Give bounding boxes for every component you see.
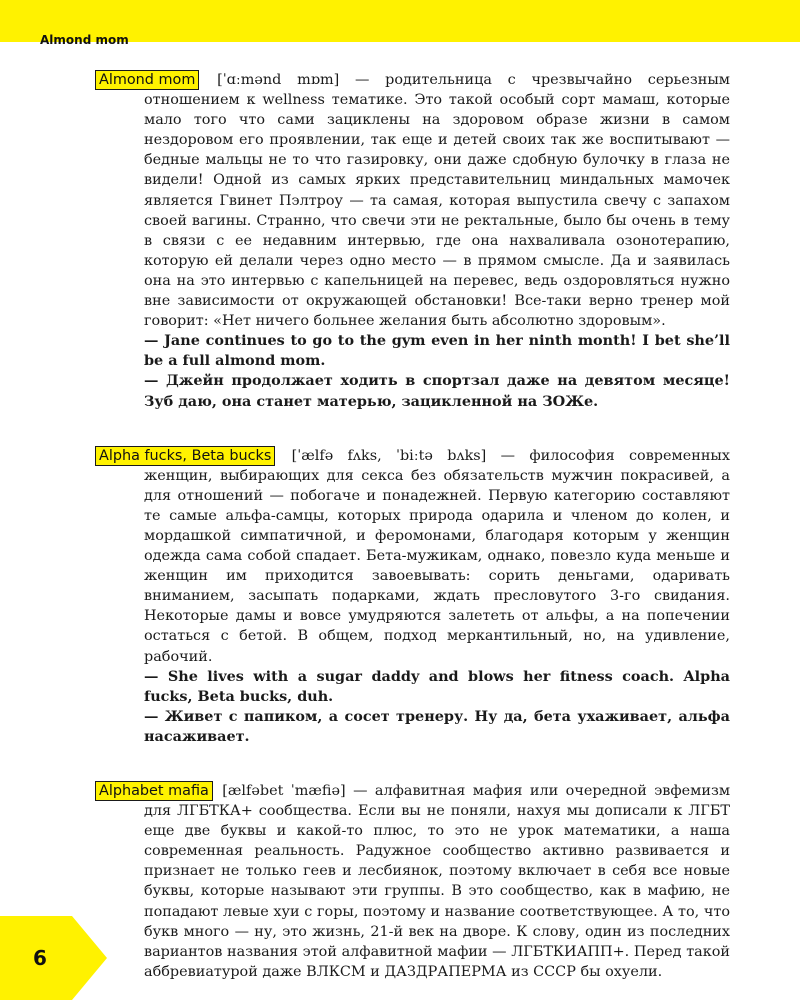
example-russian: — Джейн продолжает ходить в спортзал даже на девятом месяце! Зуб даю, она станет матерью, зацикленной на ЗОЖе. <box>144 372 730 410</box>
glossary-entry-alphabet-mafia <box>99 781 731 982</box>
example-english: — Jane continues to go to the gym even in her ninth month! I bet she’ll be a full almond mom. <box>144 332 730 370</box>
definition-paragraph <box>99 781 731 982</box>
example-english: — She lives with a sugar daddy and blows her fitness coach. Alpha fucks, Beta bucks, duh. <box>144 667 730 705</box>
definition-text: [ˈælfə fʌks, ˈbiːtə bʌks] — философия современных женщин, выбирающих для секса без обязательств мужчин покрасивей, а для отношений — побогаче и понадежней. Первую категорию составляют те самые альфа-самцы, которых природа одарила и членом до колен, и мордашкой симпатичной, и феромонами, благодаря которым у женщин одежда сама собой спадает. Бета-мужикам, однако, повезло куда меньше и женщин им приходится завоевывать: сорить деньгами, одаривать вниманием, засыпать подарками, ждать пресловутого 3-го свидания. Некоторые дамы и вовсе умудряются залететь от альфы, а на попечении остаться с бетой. В общем, подход меркантильный, но, на удивление, рабочий. <box>144 447 730 665</box>
definition-text: [ælfəbet ˈmæfiə] — алфавитная мафия или очередной эвфемизм для ЛГБТКА+ сообщества. Если вы не поняли, нахуя мы дописали к ЛГБТ еще две буквы и какой-то плюс, то это не урок математики, а наша современная реальность. Радужное сообщество активно развивается и признает не только геев и лесбиянок, поэтому включает в себя все новые буквы, которые называют эти группы. В это сообщество, как в мафию, не попадают левые хуи с горы, поэтому и название соответствующее. А то, что букв много — ну, это жизнь, 21-й век на дворе. К слову, один из последних вариантов названия этой алфавитной мафии — ЛГБТКИАПП+. Перед такой аббревиатурой даже ВЛКСМ и ДАЗДРАПЕРМА из СССР бы охуели. <box>144 783 731 980</box>
page-corner-tab <box>0 916 110 1000</box>
definition-text: [ˈɑːmənd mɒm] — родительница с чрезвычайно серьезным отношением к wellness тематике. Это такой особый сорт мамаш, которые мало того что сами зациклены на здоровом образе жизни в самом нездоровом его проявлении, так еще и детей своих так же воспитывают — бедные мальцы не то что газировку, они даже сдобную булочку в глаза не видели! Одной из самых ярких представительниц миндальных мамочек является Гвинет Пэлтроу — та самая, которая выпустила свечу с запахом своей вагины. Странно, что свечи эти не ректальные, было бы очень в тему в связи с ее недавним интервью, где она нахваливала озонотерапию, которую ей делали через одно место — в прямом смысле. Да и заявилась она на это интервью с капельницей на перевес, ведь оздоровляться нужно вне зависимости от окружающей обстановки! Все-таки верно тренер мой говорит: «Нет ничего больнее желания быть абсолютно здоровым». <box>144 72 730 330</box>
term-highlight: Alpha fucks, Beta bucks <box>95 446 275 466</box>
definition-paragraph <box>99 70 730 331</box>
glossary-entry-almond-mom <box>99 70 730 412</box>
page-number: 6 <box>33 946 47 970</box>
running-title: Almond mom <box>40 33 129 47</box>
definition-paragraph <box>99 446 730 667</box>
example-russian: — Живет с папиком, а сосет тренеру. Ну да, бета ухаживает, альфа насаживает. <box>144 707 730 745</box>
term-highlight: Alphabet mafia <box>95 781 213 801</box>
term-highlight: Almond mom <box>95 70 199 90</box>
glossary-content <box>99 70 731 982</box>
glossary-entry-alpha-fucks <box>99 446 730 747</box>
